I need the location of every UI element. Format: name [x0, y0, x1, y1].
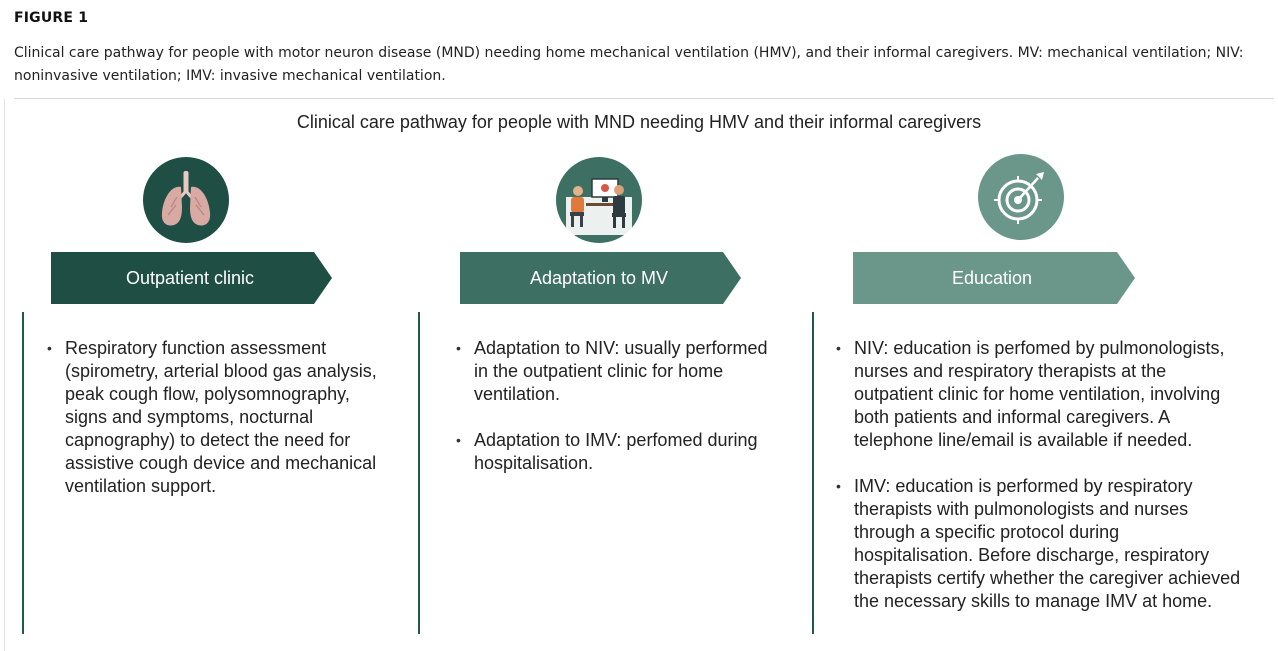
figure-label: FIGURE 1	[14, 10, 89, 26]
arrow-outpatient-clinic	[51, 252, 332, 304]
heading-outpatient-clinic: Outpatient clinic	[125, 268, 255, 288]
bullet-item: • NIV: education is perfomed by pulmonologists, nurses and respiratory therapists at the outpatient clinic for home ventilation, involving both patients and informal caregivers. A telephone line/email is available if needed.	[836, 337, 1241, 452]
arrow-education	[853, 252, 1135, 304]
bullets-outpatient-clinic	[47, 337, 377, 521]
arrow-adaptation-to-mv	[460, 252, 741, 304]
column-line-2	[418, 312, 420, 634]
column-line-3	[812, 312, 814, 634]
column-line-1	[22, 312, 24, 634]
bullet-item: • IMV: education is performed by respiratory therapists with pulmonologists and nurses through a specific protocol during hospitalisation. Before discharge, respiratory therapists certify whether the caregiver achieved the necessary skills to manage IMV at home.	[836, 475, 1241, 613]
heading-education: Education	[951, 268, 1033, 288]
bullet-item: • Adaptation to IMV: perfomed during hospitalisation.	[456, 429, 776, 475]
lungs-icon	[143, 157, 229, 243]
bullets-adaptation-to-mv	[456, 337, 776, 498]
heading-adaptation-to-mv: Adaptation to MV	[529, 268, 669, 288]
target-icon	[978, 154, 1064, 240]
figure-caption: Clinical care pathway for people with motor neuron disease (MND) needing home mechanical ventilation (HMV), and their informal caregivers. MV: mechanical ventilation; NIV: noninvasive ventilation; IMV: invasive mechanical ventilation.	[14, 45, 1244, 84]
clinician-patient-icon	[556, 157, 642, 243]
bullet-item: • Adaptation to NIV: usually performed in the outpatient clinic for home ventilation.	[456, 337, 776, 406]
diagram-title: Clinical care pathway for people with MND needing HMV and their informal caregivers	[296, 112, 982, 132]
bullets-education	[836, 337, 1241, 636]
bullet-item: • Respiratory function assessment (spirometry, arterial blood gas analysis, peak cough flow, polysomnography, signs and symptoms, nocturnal capnography) to detect the need for assistive cough device and mechanical ventilation support.	[47, 337, 377, 498]
